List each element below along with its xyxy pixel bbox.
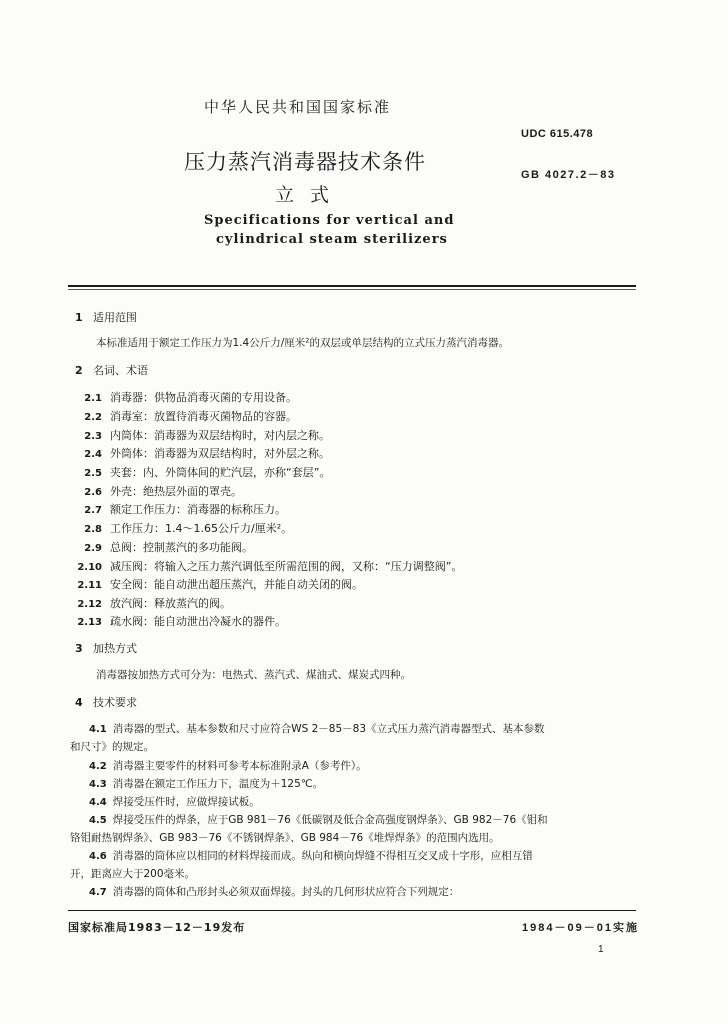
section-title: 加热方式: [93, 642, 137, 655]
clause-4-6: 4.6 消毒器的筒体应以相同的材料焊接而成。纵向和横向焊缝不得相互交叉成十字形，应相互错: [89, 850, 533, 862]
clause-4-6-cont: 开，距离应大于200毫米。: [70, 868, 196, 880]
definition-item: 2.6 外壳：绝热层外面的罩壳。: [84, 485, 242, 498]
clause-4-2: 4.2 消毒器主要零件的材料可参考本标准附录A（参考件）。: [89, 760, 367, 772]
definition-item: 2.11 安全阀：能自动泄出超压蒸汽，并能自动关闭的阀。: [77, 578, 363, 591]
footer-divider: [68, 910, 636, 911]
definition-item: 2.4 外筒体：消毒器为双层结构时，对外层之称。: [84, 447, 330, 460]
definition-item: 2.12 放汽阀：释放蒸汽的阀。: [77, 597, 231, 610]
section-title: 名词、术语: [93, 364, 148, 377]
section-3-heading: [75, 643, 137, 654]
clause-4-3: 4.3 消毒器在额定工作压力下，温度为＋125℃。: [89, 778, 324, 790]
section-2-heading: [75, 365, 148, 376]
definition-item: 2.10 减压阀：将输入之压力蒸汽调低至所需范围的阀，又称：“压力调整阀”。: [77, 560, 463, 573]
definition-item: 2.1 消毒器：供物品消毒灭菌的专用设备。: [84, 391, 297, 404]
english-title-line1: Specifications for vertical and: [204, 213, 455, 228]
clause-4-5: 4.5 焊接受压件的焊条，应于GB 981－76《低碳钢及低合金高强度钢焊条》、GB 982－76《钼和: [89, 814, 548, 826]
document-subtitle: 立式: [275, 184, 346, 206]
definition-item: 2.7 额定工作压力：消毒器的标称压力。: [84, 503, 286, 516]
section-number: 2: [75, 364, 83, 377]
clause-4-1: 4.1 消毒器的型式、基本参数和尺寸应符合WS 2－85－83《立式压力蒸汽消毒器型式、基本参数: [89, 723, 545, 735]
effective-date: 1984－09－01实施: [522, 922, 639, 934]
header-divider: [68, 285, 636, 287]
section-title: 适用范围: [93, 311, 137, 324]
definition-item: 2.2 消毒室：放置待消毒灭菌物品的容器。: [84, 410, 297, 423]
udc-code: UDC 615.478: [521, 128, 594, 140]
document-title: 压力蒸汽消毒器技术条件: [184, 150, 426, 174]
section-1-heading: [75, 312, 137, 323]
section-number: 3: [75, 642, 83, 655]
section-4-heading: [75, 697, 137, 708]
definition-item: 2.8 工作压力：1.4～1.65公斤力/厘米²。: [84, 522, 293, 535]
page-number: 1: [598, 944, 604, 955]
english-title-line2: cylindrical steam sterilizers: [216, 232, 448, 247]
issued-date: 国家标准局1983－12－19发布: [68, 921, 246, 934]
section-title: 技术要求: [93, 696, 137, 709]
definition-item: 2.3 内筒体：消毒器为双层结构时，对内层之称。: [84, 429, 330, 442]
gb-number: GB 4027.2－83: [521, 169, 616, 181]
section-number: 4: [75, 696, 83, 709]
section-number: 1: [75, 311, 83, 324]
clause-4-4: 4.4 焊接受压件时，应做焊接试板。: [89, 796, 260, 808]
section-1-text: 本标准适用于额定工作压力为1.4公斤力/厘米²的双层或单层结构的立式压力蒸汽消毒器。: [96, 337, 509, 349]
definition-item: 2.5 夹套：内、外筒体间的贮汽层，亦称“套层”。: [84, 466, 331, 479]
section-3-text: 消毒器按加热方式可分为：电热式、蒸汽式、煤油式、煤炭式四种。: [96, 669, 411, 681]
clause-4-5-cont: 铬钼耐热钢焊条》、GB 983－76《不锈钢焊条》、GB 984－76《堆焊焊条》的范围内选用。: [70, 832, 500, 844]
header-divider-thin: [68, 289, 636, 290]
clause-4-1-cont: 和尺寸》的规定。: [70, 741, 154, 753]
country-standard-heading: 中华人民共和国国家标准: [204, 98, 392, 116]
definition-item: 2.9 总阀：控制蒸汽的多功能阀。: [84, 541, 253, 554]
definition-item: 2.13 疏水阀：能自动泄出冷凝水的器件。: [77, 615, 286, 628]
clause-4-7: 4.7 消毒器的筒体和凸形封头必须双面焊接。封头的几何形状应符合下列规定：: [89, 886, 460, 898]
